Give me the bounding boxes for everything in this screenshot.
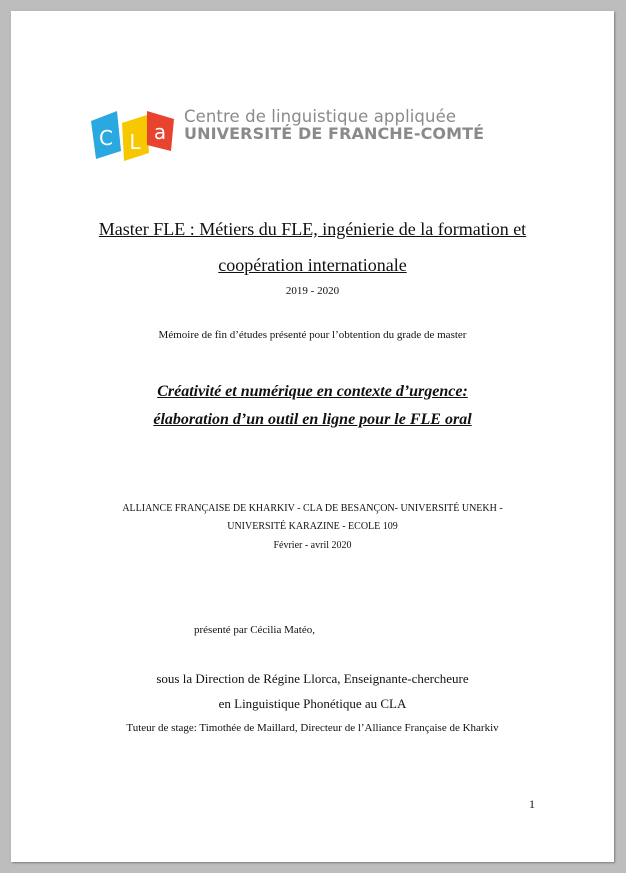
page-number: 1 <box>529 797 535 811</box>
institutions-line1: ALLIANCE FRANÇAISE DE KHARKIV - CLA DE BESANÇON- UNIVERSITÉ UNEKH - <box>122 503 503 514</box>
logo-letter-l: L <box>129 130 141 154</box>
academic-years: 2019 - 2020 <box>285 285 340 297</box>
direction-line2: en Linguistique Phonétique au CLA <box>218 696 407 711</box>
logo-subtitle: UNIVERSITÉ DE FRANCHE-COMTÉ <box>184 124 485 143</box>
memoire-statement: Mémoire de fin d’études présenté pour l’obtention du grade de master <box>158 329 467 341</box>
direction-line1: sous la Direction de Régine Llorca, Enseignante-chercheure <box>156 671 469 686</box>
document-page <box>11 11 614 862</box>
thesis-title-line2: élaboration d’un outil en ligne pour le FLE oral <box>153 411 472 428</box>
logo-letter-c: C <box>99 126 113 150</box>
logo-title: Centre de linguistique appliquée <box>184 107 457 126</box>
cla-logo-mark <box>91 107 183 163</box>
logo-letter-a: a <box>153 120 167 144</box>
institutions-line2: UNIVERSITÉ KARAZINE - ECOLE 109 <box>227 521 398 532</box>
internship-tutor: Tuteur de stage: Timothée de Maillard, Directeur de l’Alliance Française de Kharkiv <box>126 722 499 734</box>
master-title-line1: Master FLE : Métiers du FLE, ingénierie de la formation et <box>98 219 527 239</box>
presented-by: présenté par Cécilia Matéo, <box>194 624 315 636</box>
thesis-title-line1: Créativité et numérique en contexte d’urgence: <box>157 383 468 400</box>
internship-period: Février - avril 2020 <box>273 540 352 551</box>
cla-logo <box>91 107 485 163</box>
master-title-line2: coopération internationale <box>218 255 407 275</box>
